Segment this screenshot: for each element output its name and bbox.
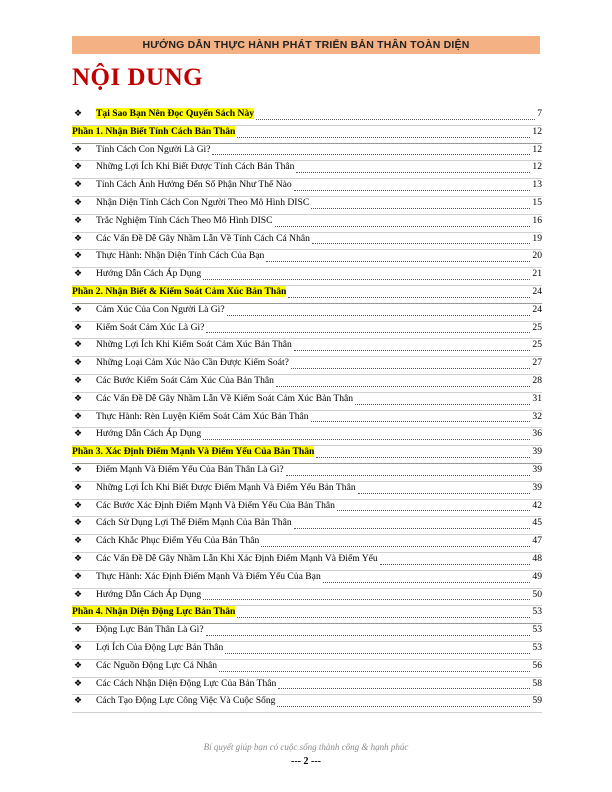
- diamond-bullet-icon: ❖: [74, 517, 83, 528]
- diamond-bullet-icon: ❖: [74, 463, 83, 474]
- dot-leader: [380, 564, 531, 565]
- toc-page-number: 56: [532, 659, 542, 671]
- page-number: --- 2 ---: [291, 756, 321, 767]
- toc-page-number: 7: [537, 108, 542, 119]
- dot-leader: [237, 617, 530, 618]
- toc-row[interactable]: [72, 535, 542, 553]
- toc-page-number: 47: [532, 535, 542, 547]
- diamond-bullet-icon: ❖: [74, 179, 83, 190]
- toc-entry-title: Các Vấn Đề Dễ Gây Nhầm Lẫn Về Tính Cách Cá Nhân: [96, 232, 310, 244]
- toc-entry-title: Động Lực Bản Thân Là Gì?: [96, 624, 204, 636]
- toc-row[interactable]: [72, 553, 542, 571]
- diamond-bullet-icon: ❖: [74, 570, 83, 581]
- dot-leader: [227, 315, 531, 316]
- toc-row[interactable]: [72, 197, 542, 215]
- dot-leader: [203, 439, 530, 440]
- toc-page-number: 24: [532, 303, 542, 315]
- dot-leader: [219, 671, 530, 672]
- toc-row[interactable]: [72, 482, 542, 500]
- toc-entry-title: Lợi Ích Của Động Lực Bản Thân: [96, 641, 224, 653]
- diamond-bullet-icon: ❖: [74, 677, 83, 688]
- toc-page-number: 39: [532, 463, 542, 475]
- toc-row[interactable]: [72, 233, 542, 251]
- toc-part-row[interactable]: [72, 286, 542, 304]
- diamond-bullet-icon: ❖: [74, 303, 83, 314]
- toc-entry-title: Những Lợi Ích Khi Biết Được Tính Cách Bản Thân: [96, 161, 295, 173]
- diamond-bullet-icon: ❖: [74, 481, 83, 492]
- dot-leader: [206, 332, 530, 333]
- diamond-bullet-icon: ❖: [74, 428, 83, 439]
- toc-entry-title: Các Bước Xác Định Điểm Mạnh Và Điểm Yếu Của Bản Thân: [96, 499, 335, 511]
- toc-page-number: 12: [532, 125, 542, 137]
- toc-entry-title: Các Vấn Đề Dễ Gây Nhầm Lẫn Khi Xác Định Điểm Mạnh Và Điểm Yếu: [96, 552, 378, 564]
- toc-page-number: 59: [532, 695, 542, 707]
- toc-page-number: 12: [532, 143, 542, 155]
- toc-row[interactable]: [72, 250, 542, 268]
- toc-row[interactable]: [72, 571, 542, 589]
- toc-entry-title: Cảm Xúc Của Con Người Là Gì?: [96, 303, 225, 315]
- table-of-contents: [72, 108, 542, 713]
- diamond-bullet-icon: ❖: [74, 624, 83, 635]
- toc-entry-title: Những Lợi Ích Khi Kiểm Soát Cảm Xúc Bản Thân: [96, 339, 292, 351]
- toc-row[interactable]: [72, 517, 542, 535]
- diamond-bullet-icon: ❖: [74, 374, 83, 385]
- dot-leader: [288, 297, 530, 298]
- dot-leader: [203, 279, 530, 280]
- toc-part-row[interactable]: [72, 446, 542, 464]
- footer-tagline: Bí quyết giúp bạn có cuộc sống thành công & hạnh phúc: [203, 742, 409, 752]
- toc-page-number: 20: [532, 250, 542, 262]
- toc-entry-title: Thực Hành: Rèn Luyện Kiểm Soát Cảm Xúc Bản Thân: [96, 410, 309, 422]
- toc-page-number: 53: [532, 641, 542, 653]
- toc-row[interactable]: [72, 179, 542, 197]
- diamond-bullet-icon: ❖: [74, 339, 83, 350]
- toc-row[interactable]: [72, 357, 542, 375]
- toc-title: NỘI DUNG: [72, 64, 204, 91]
- diamond-bullet-icon: ❖: [74, 357, 83, 368]
- toc-page-number: 49: [532, 570, 542, 582]
- toc-page-number: 25: [532, 339, 542, 351]
- diamond-bullet-icon: ❖: [74, 695, 83, 706]
- diamond-bullet-icon: ❖: [74, 552, 83, 563]
- toc-entry-title: Thực Hành: Xác Định Điểm Mạnh Và Điểm Yếu Của Bạn: [96, 570, 321, 582]
- toc-page-number: 42: [532, 499, 542, 511]
- toc-page-number: 36: [532, 428, 542, 440]
- toc-entry-title: Trắc Nghiệm Tính Cách Theo Mô Hình DISC: [96, 214, 273, 226]
- toc-row[interactable]: [72, 624, 542, 642]
- toc-page-number: 48: [532, 552, 542, 564]
- diamond-bullet-icon: ❖: [74, 410, 83, 421]
- toc-entry-title: Thực Hành: Nhận Diện Tính Cách Của Bạn: [96, 250, 265, 262]
- dot-leader: [312, 243, 530, 244]
- diamond-bullet-icon: ❖: [74, 214, 83, 225]
- diamond-bullet-icon: ❖: [74, 108, 83, 118]
- diamond-bullet-icon: ❖: [74, 659, 83, 670]
- toc-entry-title: Tính Cách Ảnh Hưởng Đến Số Phận Như Thế Nào: [96, 179, 292, 191]
- toc-page-number: 12: [532, 161, 542, 173]
- toc-page-number: 27: [532, 357, 542, 369]
- toc-entry-title: Những Lợi Ích Khi Biết Được Điểm Mạnh Và Điểm Yếu Bản Thân: [96, 481, 356, 493]
- dot-leader: [203, 599, 530, 600]
- toc-page-number: 16: [532, 214, 542, 226]
- toc-row[interactable]: [72, 589, 542, 607]
- dot-leader: [225, 653, 530, 654]
- dot-leader: [286, 475, 531, 476]
- toc-page-number: 53: [532, 606, 542, 618]
- toc-row[interactable]: [72, 695, 542, 713]
- dot-leader: [323, 582, 531, 583]
- toc-row[interactable]: [72, 660, 542, 678]
- diamond-bullet-icon: ❖: [74, 321, 83, 332]
- toc-page-number: 25: [532, 321, 542, 333]
- toc-part-row[interactable]: [72, 126, 542, 144]
- dot-leader: [355, 404, 530, 405]
- dot-leader: [311, 208, 530, 209]
- toc-row[interactable]: [72, 428, 542, 446]
- toc-row[interactable]: [72, 268, 542, 286]
- toc-entry-title: Phần 2. Nhận Biết & Kiểm Soát Cảm Xúc Bản Thân: [72, 285, 287, 297]
- toc-page-number: 58: [532, 677, 542, 689]
- toc-entry-title: Các Bước Kiểm Soát Cảm Xúc Của Bản Thân: [96, 374, 274, 386]
- diamond-bullet-icon: ❖: [74, 161, 83, 172]
- diamond-bullet-icon: ❖: [74, 232, 83, 243]
- toc-page-number: 45: [532, 517, 542, 529]
- diamond-bullet-icon: ❖: [74, 268, 83, 279]
- diamond-bullet-icon: ❖: [74, 143, 83, 154]
- dot-leader: [275, 226, 531, 227]
- toc-row[interactable]: [72, 464, 542, 482]
- toc-row[interactable]: [72, 500, 542, 518]
- toc-page-number: 39: [532, 446, 542, 458]
- toc-row[interactable]: [72, 215, 542, 233]
- toc-entry-title: Tại Sao Bạn Nên Đọc Quyển Sách Này: [96, 108, 255, 119]
- toc-entry-title: Tính Cách Con Người Là Gì?: [96, 143, 211, 155]
- header-title: HƯỚNG DẪN THỰC HÀNH PHÁT TRIỂN BẢN THÂN TOÀN DIỆN: [142, 39, 470, 51]
- toc-page-number: 32: [532, 410, 542, 422]
- toc-entry-title: Cách Tạo Động Lực Công Việc Và Cuộc Sống: [96, 695, 276, 707]
- toc-entry-title: Các Cách Nhận Diện Động Lực Của Bản Thân: [96, 677, 277, 689]
- toc-entry-title: Kiểm Soát Cảm Xúc Là Gì?: [96, 321, 205, 333]
- dot-leader: [206, 635, 531, 636]
- dot-leader: [316, 457, 530, 458]
- toc-row[interactable]: [72, 393, 542, 411]
- toc-row[interactable]: [72, 161, 542, 179]
- dot-leader: [294, 528, 531, 529]
- toc-page-number: 19: [532, 232, 542, 244]
- toc-entry-title: Hướng Dẫn Cách Áp Dụng: [96, 268, 202, 280]
- dot-leader: [294, 190, 531, 191]
- toc-entry-title: Hướng Dẫn Cách Áp Dụng: [96, 428, 202, 440]
- toc-entry-title: Phần 4. Nhận Diện Động Lực Bản Thân: [72, 606, 236, 618]
- dot-leader: [296, 172, 530, 173]
- dot-leader: [294, 350, 531, 351]
- toc-page-number: 31: [532, 392, 542, 404]
- toc-entry-title: Cách Khắc Phục Điểm Yếu Của Bản Thân: [96, 535, 260, 547]
- dot-leader: [266, 261, 530, 262]
- toc-page-number: 28: [532, 374, 542, 386]
- toc-row[interactable]: [72, 339, 542, 357]
- document-header: [72, 36, 540, 54]
- toc-page-number: 13: [532, 179, 542, 191]
- diamond-bullet-icon: ❖: [74, 499, 83, 510]
- toc-row[interactable]: [72, 678, 542, 696]
- dot-leader: [237, 137, 530, 138]
- diamond-bullet-icon: ❖: [74, 535, 83, 546]
- dot-leader: [261, 546, 530, 547]
- toc-page-number: 50: [532, 588, 542, 600]
- toc-row[interactable]: [72, 411, 542, 429]
- dot-leader: [278, 688, 530, 689]
- toc-entry-title: Điểm Mạnh Và Điểm Yếu Của Bản Thân Là Gì?: [96, 463, 284, 475]
- toc-page-number: 21: [532, 268, 542, 280]
- diamond-bullet-icon: ❖: [74, 588, 83, 599]
- dot-leader: [276, 386, 530, 387]
- toc-page-number: 24: [532, 285, 542, 297]
- toc-row[interactable]: [72, 642, 542, 660]
- toc-entry-title: Các Nguồn Động Lực Cá Nhân: [96, 659, 218, 671]
- toc-page-number: 39: [532, 481, 542, 493]
- toc-row[interactable]: [72, 375, 542, 393]
- dot-leader: [256, 119, 535, 120]
- diamond-bullet-icon: ❖: [74, 250, 83, 261]
- dot-leader: [337, 510, 530, 511]
- dot-leader: [311, 421, 531, 422]
- toc-page-number: 53: [532, 624, 542, 636]
- toc-entry-title: Hướng Dẫn Cách Áp Dụng: [96, 588, 202, 600]
- toc-entry-title: Phần 1. Nhận Biết Tính Cách Bản Thân: [72, 125, 236, 137]
- toc-row[interactable]: [72, 108, 542, 126]
- dot-leader: [291, 368, 530, 369]
- toc-entry-title: Phần 3. Xác Định Điểm Mạnh Và Điểm Yếu Của Bản Thân: [72, 446, 315, 458]
- toc-entry-title: Cách Sử Dụng Lợi Thế Điểm Mạnh Của Bản Thân: [96, 517, 292, 529]
- toc-row[interactable]: [72, 322, 542, 340]
- diamond-bullet-icon: ❖: [74, 392, 83, 403]
- toc-entry-title: Nhận Diện Tính Cách Con Người Theo Mô Hình DISC: [96, 196, 310, 208]
- toc-row[interactable]: [72, 304, 542, 322]
- toc-entry-title: Những Loại Cảm Xúc Nào Cần Được Kiểm Soát?: [96, 357, 289, 369]
- dot-leader: [277, 706, 530, 707]
- toc-part-row[interactable]: [72, 606, 542, 624]
- dot-leader: [212, 154, 530, 155]
- dot-leader: [358, 493, 531, 494]
- toc-entry-title: Các Vấn Đề Dễ Gây Nhầm Lẫn Về Kiểm Soát Cảm Xúc Bản Thân: [96, 392, 354, 404]
- toc-page-number: 15: [532, 196, 542, 208]
- diamond-bullet-icon: ❖: [74, 196, 83, 207]
- diamond-bullet-icon: ❖: [74, 641, 83, 652]
- toc-row[interactable]: [72, 144, 542, 162]
